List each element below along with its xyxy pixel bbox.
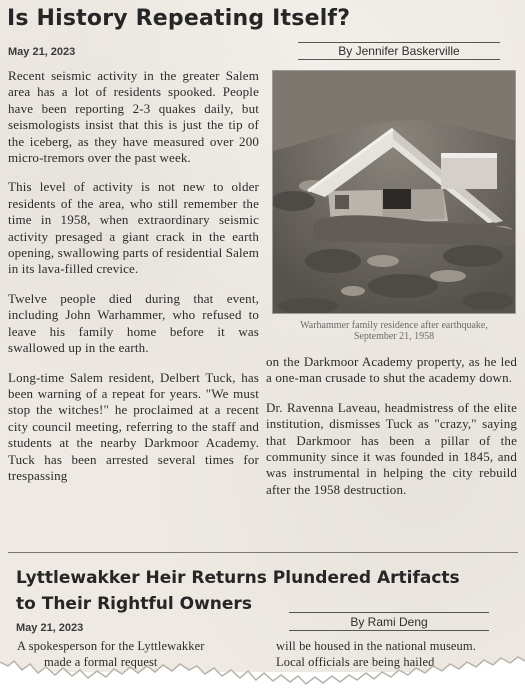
photo-house-ruins-icon (273, 71, 516, 314)
headline-line: Lyttlewakker Heir Returns Plundered Artifacts (16, 568, 460, 588)
left-column (8, 68, 259, 484)
paragraph: Recent seismic activity in the greater Salem area has a lot of residents spooked. People have been reporting 2-3 quakes daily, but seismologists insist that this is just the tip of the iceberg, as they have measured over 200 micro-tremors over the past week. (8, 68, 259, 166)
byline-rule-top (298, 42, 500, 43)
byline-rule-bottom (298, 59, 500, 60)
article-headline (16, 565, 516, 617)
body-text-fragment: will be housed in the national museum. (276, 639, 476, 653)
paragraph: This level of activity is not new to older residents of the area, who still remember the time in 1958, when extraordinary seismic activity presaged a giant crack in the earth opening, swallowing parts of residential Salem in its lava-filled crevice. (8, 179, 259, 277)
article-headline: Is History Repeating Itself? (7, 6, 351, 31)
paragraph: on the Darkmoor Academy property, as he led a one-man crusade to shut the academy down. (266, 354, 517, 386)
headline-line: to Their Rightful Owners (16, 594, 252, 614)
torn-edge (0, 640, 525, 700)
caption-line: Warhammer family residence after earthquake, (300, 320, 488, 331)
paragraph: Dr. Ravenna Laveau, headmistress of the elite institution, dismisses Tuck as "crazy," saying that Darkmoor has been a pillar of the community since it was founded in 1845, and was instrumental in helping the city rebuild after the 1958 destruction. (266, 399, 517, 497)
article-byline: By Jennifer Baskerville (338, 44, 460, 58)
caption-line: September 21, 1958 (353, 331, 435, 342)
paragraph: Twelve people died during that event, including John Warhammer, who refused to leave his family home before it was swallowed up in the earth. (8, 290, 259, 356)
article-byline: By Rami Deng (350, 615, 428, 629)
paragraph: Long-time Salem resident, Delbert Tuck, has been warning of a repeat for years. "We must stop the witches!" he proclaimed at a recent city council meeting, referring to the staff and students at the nearby Darkmoor Academy. Tuck has been arrested several times for trespassing (8, 369, 259, 483)
article-date: May 21, 2023 (16, 622, 84, 634)
body-text-fragment: made a formal request (44, 655, 158, 669)
article-divider (8, 552, 518, 553)
byline-rule-top (289, 612, 489, 613)
photo-caption (272, 320, 516, 342)
byline-rule-bottom (289, 630, 489, 631)
body-text-fragment: A spokesperson for the Lyttlewakker (17, 639, 205, 653)
body-text-fragment: Local officials are being hailed (276, 655, 435, 669)
right-column (266, 354, 517, 498)
article-date: May 21, 2023 (8, 46, 76, 58)
article-photo (272, 70, 516, 314)
